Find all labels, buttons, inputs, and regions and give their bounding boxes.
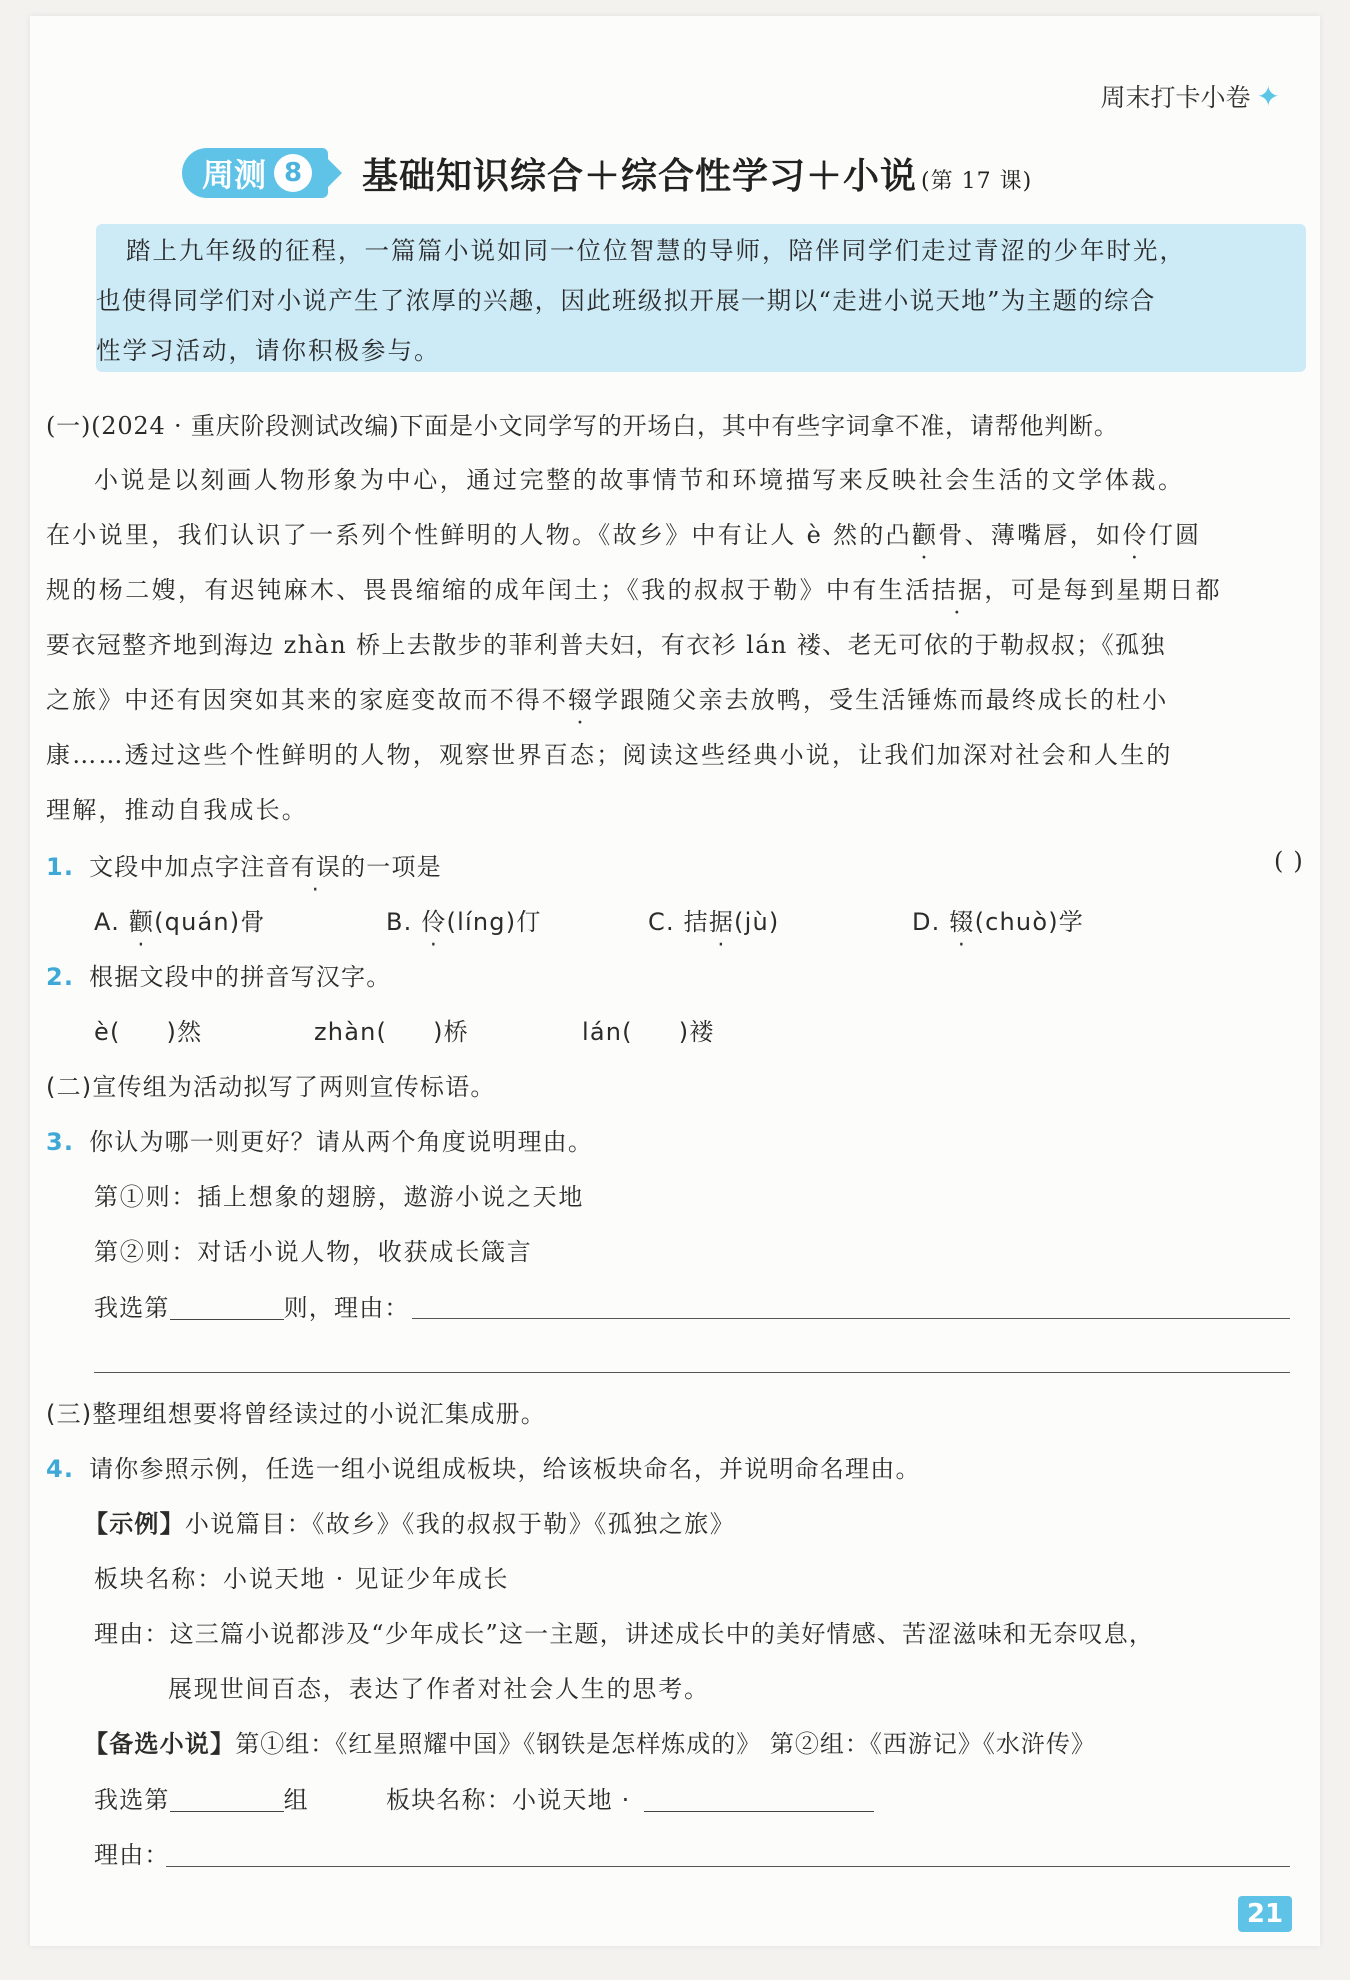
q4-answer-block-name[interactable]: 板块名称：小说天地 ·	[386, 1780, 874, 1815]
q2-blank-1[interactable]: è( )然	[94, 1018, 203, 1046]
page-number: 21	[1238, 1896, 1292, 1932]
passage-line-7: 理解，推动自我成长。	[46, 796, 308, 824]
passage-line-3: 规的杨二嫂，有迟钝麻木、畏畏缩缩的成年闰土；《我的叔叔于勒》中有生活拮据，可是每到星期日都	[46, 576, 1223, 604]
header-tag: 周末打卡小卷 ✦	[1100, 80, 1280, 113]
section3-heading: (三)整理组想要将曾经读过的小说汇集成册。	[46, 1400, 546, 1428]
q3-answer-underline-2[interactable]	[94, 1372, 1290, 1373]
week-number: 8	[274, 154, 312, 192]
q3-stem: 3. 你认为哪一则更好？请从两个角度说明理由。	[46, 1128, 594, 1156]
q4-example-reason-1: 理由：这三篇小说都涉及“少年成长”这一主题，讲述成长中的美好情感、苦涩滋味和无奈叹息，	[94, 1620, 1155, 1648]
passage-line-4: 要衣冠整齐地到海边 zhàn 桥上去散步的菲利普夫妇，有衣衫 lán 褛、老无可依的于勒叔叔；《孤独	[46, 631, 1166, 659]
q4-answer-reason: 理由：	[94, 1841, 170, 1869]
passage-line-1: 小说是以刻画人物形象为中心，通过完整的故事情节和环境描写来反映社会生活的文学体裁。	[94, 466, 1185, 494]
week-badge: 周测 8	[182, 148, 328, 198]
worksheet-page	[30, 16, 1320, 1946]
section2-heading: (二)宣传组为活动拟写了两则宣传标语。	[46, 1073, 496, 1101]
q4-stem: 4. 请你参照示例，任选一组小说组成板块，给该板块命名，并说明命名理由。	[46, 1455, 921, 1483]
q1-option-a: A. 颧(quán)骨	[94, 908, 266, 936]
q2-blank-3[interactable]: lán( )褛	[582, 1018, 715, 1046]
q1-stem: 1. 文段中加点字注音有误的一项是	[46, 853, 442, 881]
q4-example: 【示例】小说篇目：《故乡》《我的叔叔于勒》《孤独之旅》	[84, 1510, 736, 1538]
q2-stem: 2. 根据文段中的拼音写汉字。	[46, 963, 392, 991]
q3-slogan-1: 第①则：插上想象的翅膀，遨游小说之天地	[94, 1183, 585, 1211]
passage-line-5: 之旅》中还有因突如其来的家庭变故而不得不辍学跟随父亲去放鸭，受生活锤炼而最终成长的杜小	[46, 686, 1169, 714]
passage-line-6: 康……透过这些个性鲜明的人物，观察世界百态；阅读这些经典小说，让我们加深对社会和人生的	[46, 741, 1173, 769]
q2-blank-2[interactable]: zhàn( )桥	[314, 1018, 469, 1046]
q3-answer-underline-1[interactable]	[412, 1318, 1290, 1319]
q1-option-d: D. 辍(chuò)学	[912, 908, 1084, 936]
section1-heading: (一)(2024 · 重庆阶段测试改编)下面是小文同学写的开场白，其中有些字词拿不准，请帮他判断。	[46, 412, 1119, 440]
q1-answer-paren[interactable]: ( )	[1274, 847, 1304, 875]
q1-option-c: C. 拮据(jù)	[648, 908, 780, 936]
page-title: 基础知识综合＋综合性学习＋小说 (第 17 课)	[362, 154, 1033, 197]
intro-line-1: 踏上九年级的征程，一篇篇小说如同一位位智慧的导师，陪伴同学们走过青涩的少年时光，	[126, 236, 1186, 265]
q4-reason-underline[interactable]	[166, 1866, 1290, 1867]
q3-slogan-2: 第②则：对话小说人物，收获成长箴言	[94, 1238, 533, 1266]
q3-answer-line[interactable]: 我选第 则，理由：	[94, 1294, 410, 1322]
sparkle-icon: ✦	[1256, 80, 1280, 113]
intro-line-2: 也使得同学们对小说产生了浓厚的兴趣，因此班级拟开展一期以“走进小说天地”为主题的综合	[96, 286, 1156, 315]
q4-answer-group[interactable]: 我选第 组	[94, 1786, 309, 1814]
intro-line-3: 性学习活动，请你积极参与。	[96, 336, 441, 365]
q4-example-reason-2: 展现世间百态，表达了作者对社会人生的思考。	[168, 1675, 710, 1703]
q4-options: 【备选小说】第①组：《红星照耀中国》《钢铁是怎样炼成的》 第②组：《西游记》《水浒传》	[84, 1730, 1096, 1758]
passage-line-2: 在小说里，我们认识了一系列个性鲜明的人物。《故乡》中有让人 è 然的凸颧骨、薄嘴唇，如伶仃圆	[46, 521, 1202, 549]
q4-example-block-name: 板块名称：小说天地 · 见证少年成长	[94, 1565, 510, 1593]
title-row	[182, 144, 1032, 202]
q1-option-b: B. 伶(líng)仃	[386, 908, 542, 936]
